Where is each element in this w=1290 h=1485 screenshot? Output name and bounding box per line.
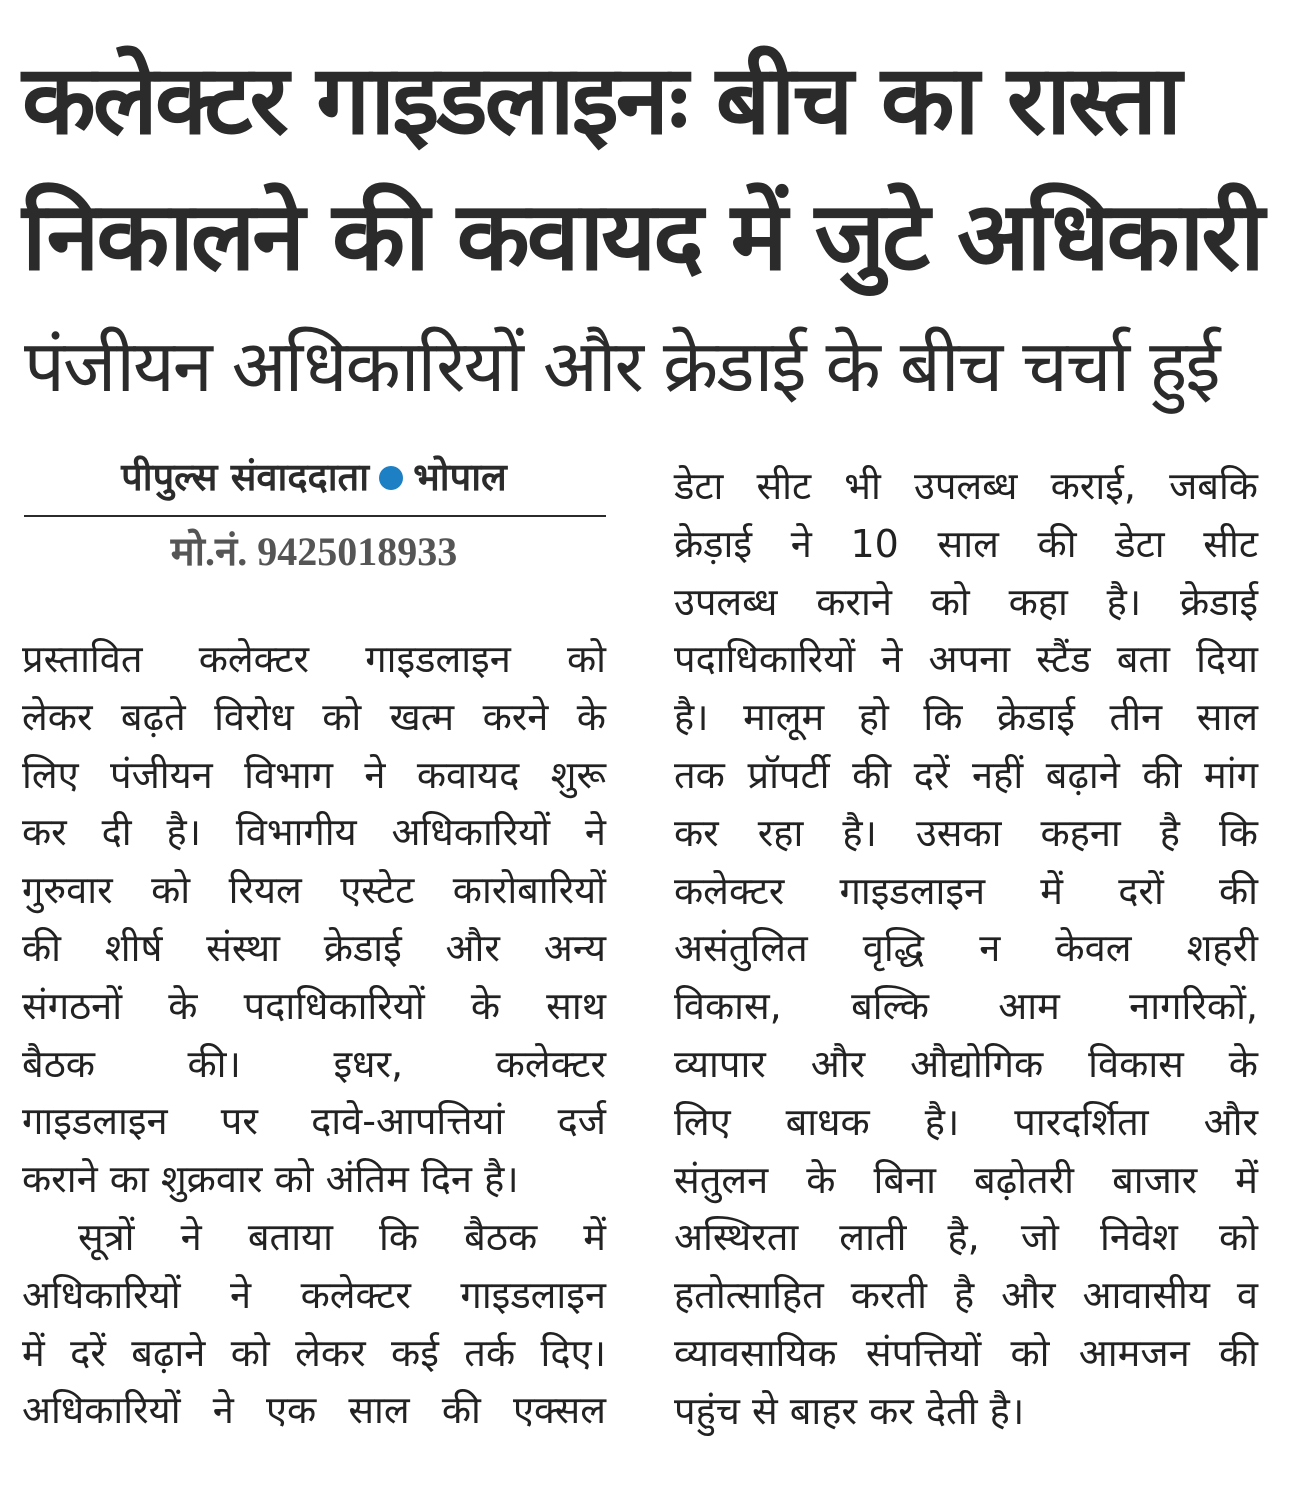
article-right-column bbox=[674, 458, 1258, 1441]
article-line: गाइडलाइन पर दावे-आपत्तियां दर्ज bbox=[22, 1099, 606, 1144]
headline-line-2: निकालने की कवायद में जुटे अधिकारी bbox=[22, 182, 1262, 292]
article-line: प्रस्तावित कलेक्टर गाइडलाइन को bbox=[22, 637, 606, 681]
article-line: क्रेड़ाई ने 10 साल की डेटा सीट bbox=[674, 521, 1258, 566]
article-line: लिए बाधक है। पारदर्शिता और bbox=[674, 1099, 1258, 1144]
article-line: अस्थिरता लाती है, जो निवेश को bbox=[674, 1215, 1258, 1260]
article-line: अधिकारियों ने कलेक्टर गाइडलाइन bbox=[22, 1272, 606, 1317]
article-line: है। मालूम हो कि क्रेडाई तीन साल bbox=[674, 695, 1258, 740]
article-line: उपलब्ध कराने को कहा है। क्रेडाई bbox=[674, 579, 1258, 624]
article-line: तक प्रॉपर्टी की दरें नहीं बढ़ाने की मांग bbox=[674, 752, 1258, 797]
article-line: व्यावसायिक संपत्तियों को आमजन की bbox=[674, 1330, 1258, 1375]
subheadline: पंजीयन अधिकारियों और क्रेडाई के बीच चर्चा हुई bbox=[24, 324, 1219, 408]
article-line: गुरुवार को रियल एस्टेट कारोबारियों bbox=[22, 868, 606, 913]
byline-divider bbox=[24, 515, 606, 517]
article-line: सूत्रों ने बताया कि बैठक में bbox=[78, 1214, 606, 1259]
article-line: पहुंच से बाहर कर देती है। bbox=[674, 1388, 1025, 1433]
article-line: कराने का शुक्रवार को अंतिम दिन है। bbox=[22, 1157, 519, 1202]
byline-location: भोपाल bbox=[413, 454, 507, 499]
article-line: व्यापार और औद्योगिक विकास के bbox=[674, 1041, 1258, 1086]
article-line: संतुलन के बिना बढ़ोतरी बाजार में bbox=[674, 1157, 1258, 1202]
article-line: में दरें बढ़ाने को लेकर कई तर्क दिए। bbox=[22, 1330, 606, 1375]
reporter-phone: मो.नं. 9425018933 bbox=[170, 529, 458, 574]
article-line: पदाधिकारियों ने अपना स्टैंड बता दिया bbox=[674, 637, 1258, 682]
byline-reporter: पीपुल्स संवाददाता bbox=[121, 454, 370, 499]
article-line: कर दी है। विभागीय अधिकारियों ने bbox=[22, 810, 606, 855]
article-line: असंतुलित वृद्धि न केवल शहरी bbox=[674, 926, 1258, 971]
headline-line-1: कलेक्टर गाइडलाइनः बीच का रास्ता bbox=[22, 44, 1179, 156]
article-line: बैठक की। इधर, कलेक्टर bbox=[22, 1041, 606, 1086]
article-line: हतोत्साहित करती है और आवासीय व bbox=[674, 1273, 1258, 1318]
article-line: कलेक्टर गाइडलाइन में दरों की bbox=[674, 868, 1258, 913]
article-line: कर रहा है। उसका कहना है कि bbox=[674, 810, 1258, 855]
bullet-dot-icon bbox=[379, 466, 403, 490]
article-line: डेटा सीट भी उपलब्ध कराई, जबकि bbox=[674, 464, 1258, 508]
article-line: अधिकारियों ने एक साल की एक्सल bbox=[22, 1388, 606, 1433]
article-left-column bbox=[22, 631, 606, 1440]
article-line: विकास, बल्कि आम नागरिकों, bbox=[674, 984, 1258, 1029]
article-line: लिए पंजीयन विभाग ने कवायद शुरू bbox=[22, 752, 606, 797]
article-line: की शीर्ष संस्था क्रेडाई और अन्य bbox=[22, 925, 606, 970]
article-line: लेकर बढ़ते विरोध को खत्म करने के bbox=[22, 694, 606, 739]
article-line: संगठनों के पदाधिकारियों के साथ bbox=[22, 983, 606, 1028]
byline bbox=[24, 454, 604, 499]
